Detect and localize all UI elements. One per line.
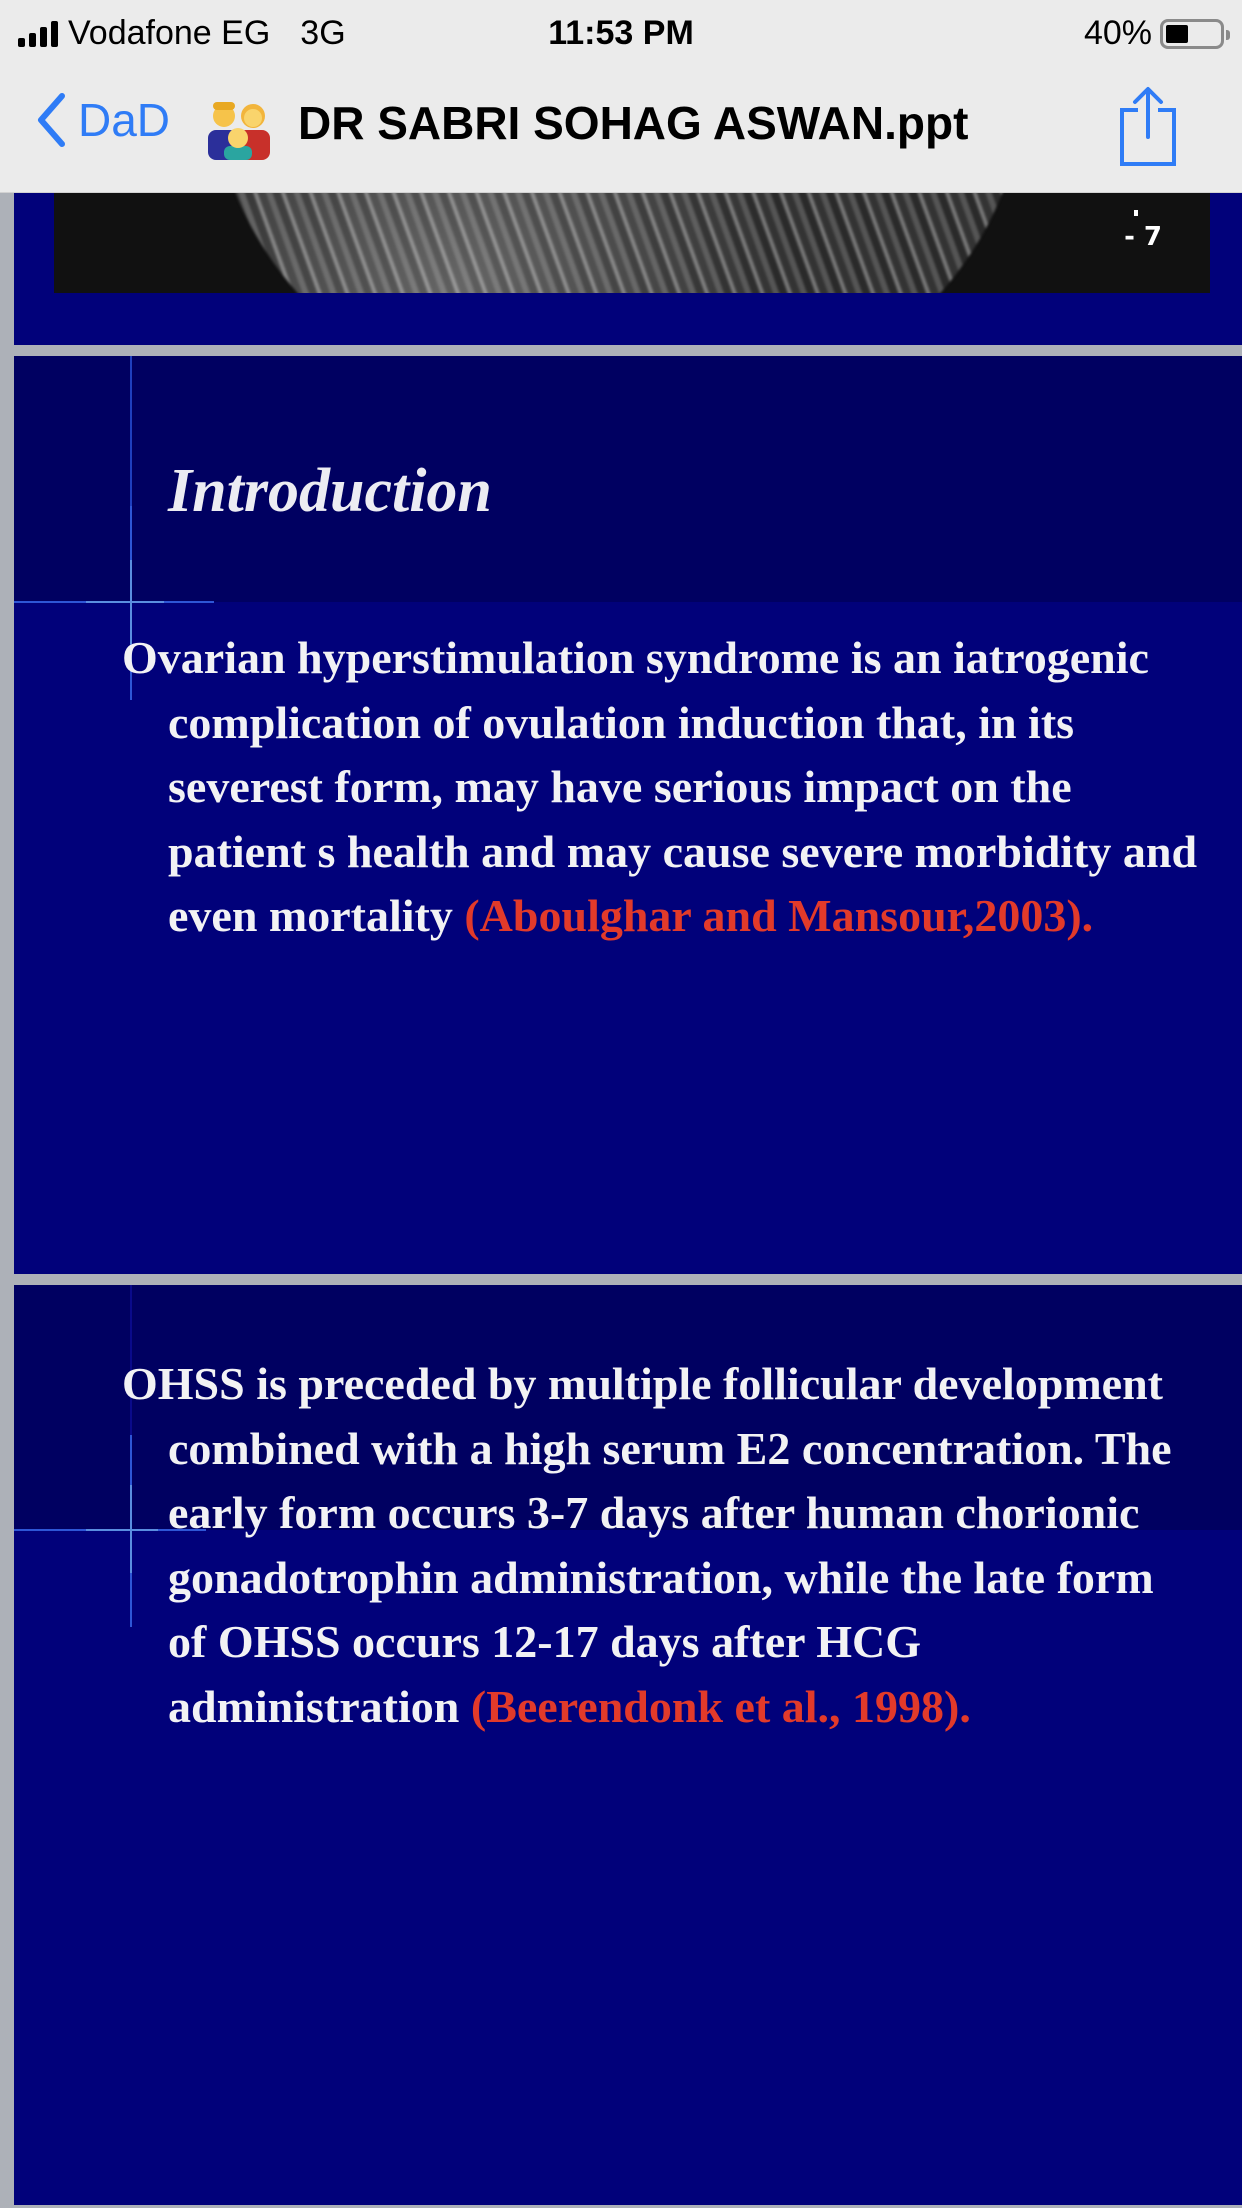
carrier-name: Vodafone EG [68, 14, 271, 52]
back-label: DaD [78, 94, 171, 146]
body-text: OHSS is preceded by multiple follicular development combined with a high serum E2 concentration. The early form occurs 3-7 days after human chorionic gonadotrophin administration, while the late form of OHSS occurs 12-17 days after HCG administration [122, 1358, 1172, 1732]
network-type: 3G [300, 14, 346, 52]
body-text: Ovarian hyperstimulation syndrome is an iatrogenic complication of ovulation induction that, in its severest form, may have serious impact on the patient s health and may cause severe morbidity and even mortality [122, 632, 1198, 941]
slide-body [122, 1352, 1202, 1739]
family-icon [206, 94, 272, 160]
share-icon[interactable] [1116, 82, 1180, 168]
citation: (Aboulghar and Mansour,2003). [464, 890, 1094, 941]
slide-body [122, 626, 1202, 949]
status-bar [0, 10, 1242, 54]
decor-line [130, 506, 132, 560]
chevron-left-icon [36, 92, 66, 148]
signal-strength-icon [18, 21, 58, 47]
back-button[interactable] [36, 92, 170, 148]
top-bar [0, 0, 1242, 193]
document-title: DR SABRI SOHAG ASWAN.ppt [298, 97, 969, 149]
decor-line [14, 601, 86, 603]
nav-bar [0, 82, 1242, 172]
decor-line [130, 356, 132, 526]
status-time: 11:53 PM [548, 14, 694, 52]
slide-title: Introduction [168, 457, 492, 525]
decor-line [86, 601, 164, 603]
slide-introduction[interactable] [14, 356, 1242, 1274]
slide-ohss[interactable] [14, 1285, 1242, 2205]
decor-line [14, 1529, 86, 1531]
battery-icon [1160, 19, 1224, 49]
citation: (Beerendonk et al., 1998). [470, 1680, 971, 1732]
battery-percent: 40% [1083, 14, 1152, 52]
scale-marker: - 7 [1124, 222, 1162, 252]
decor-line [164, 601, 214, 603]
